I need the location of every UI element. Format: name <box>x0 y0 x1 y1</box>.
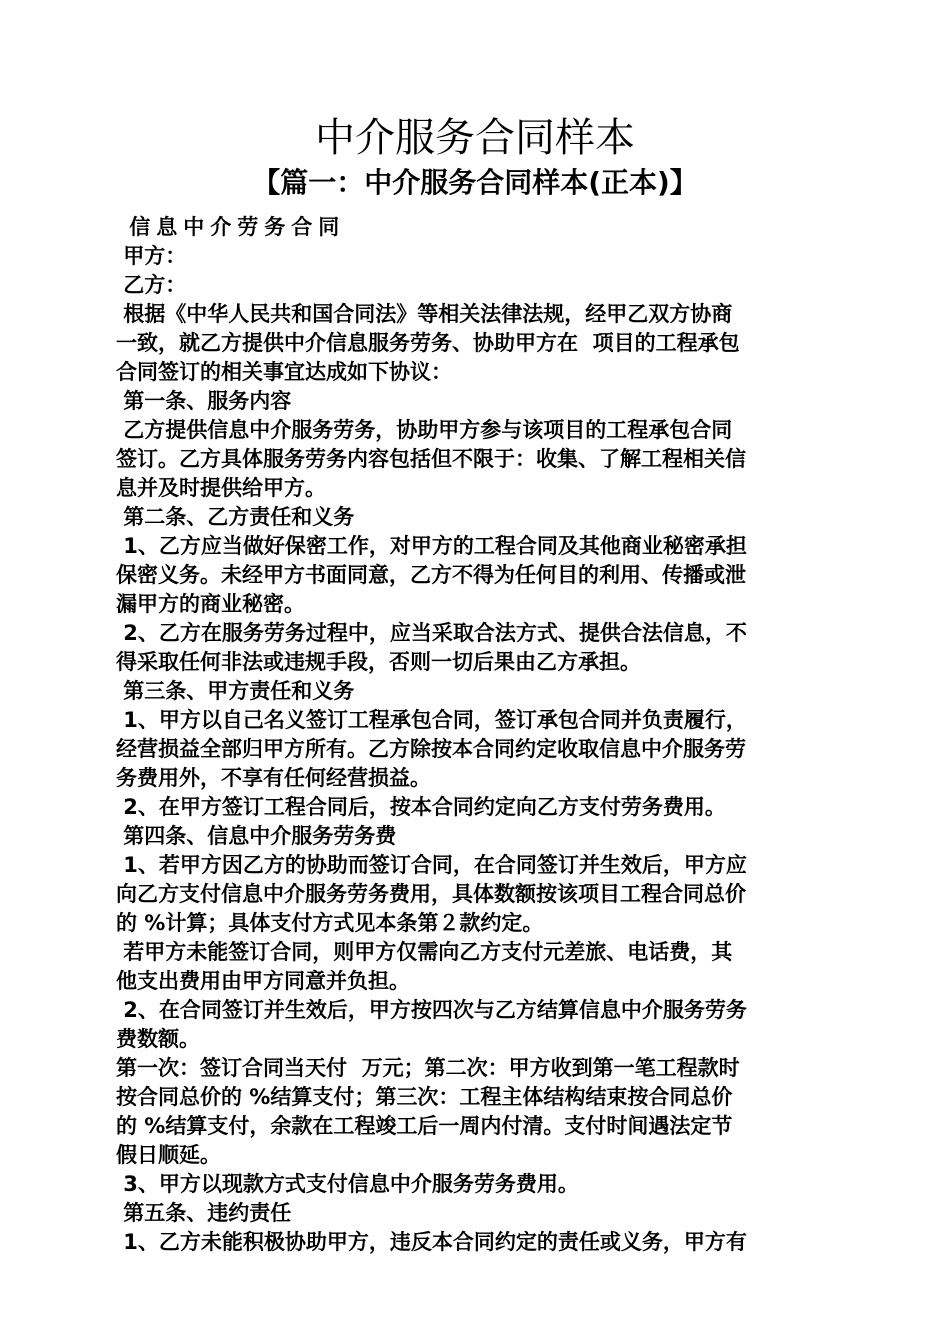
text-line: 合同签订的相关事宜达成如下协议： <box>116 360 452 384</box>
text-line: 1、乙方未能积极协助甲方，违反本合同约定的责任或义务，甲方有 <box>116 1230 747 1254</box>
article-heading: 第五条、违约责任 <box>116 1201 292 1225</box>
text-line: 保密义务。未经甲方书面同意，乙方不得为任何目的利用、传播或泄 <box>116 563 746 587</box>
text-line: 的 %计算；具体支付方式见本条第２款约定。 <box>116 911 544 935</box>
text-line: 经营损益全部归甲方所有。乙方除按本合同约定收取信息中介服务劳 <box>116 737 746 761</box>
text-line: 息并及时提供给甲方。 <box>116 476 326 500</box>
contract-heading: 信息中介劳务合同 <box>116 215 346 239</box>
text-line: 2、在合同签订并生效后，甲方按四次与乙方结算信息中介服务劳务 <box>116 998 747 1022</box>
document-title: 中介服务合同样本 <box>315 115 635 161</box>
text-line: 1、乙方应当做好保密工作，对甲方的工程合同及其他商业秘密承担 <box>116 534 747 558</box>
text-line: 1、若甲方因乙方的协助而签订合同，在合同签订并生效后，甲方应 <box>116 853 747 877</box>
text-line: 漏甲方的商业秘密。 <box>116 592 305 616</box>
text-line: 费数额。 <box>116 1027 200 1051</box>
text-line: 按合同总价的 %结算支付；第三次：工程主体结构结束按合同总价 <box>116 1085 733 1109</box>
contract-body <box>116 213 836 1257</box>
text-line: 根据《中华人民共和国合同法》等相关法律法规，经甲乙双方协商 <box>116 302 733 326</box>
text-line: 的 %结算支付，余款在工程竣工后一周内付清。支付时间遇法定节 <box>116 1114 733 1138</box>
text-line: 得采取任何非法或违规手段，否则一切后果由乙方承担。 <box>116 650 641 674</box>
text-line: 乙方提供信息中介服务劳务，协助甲方参与该项目的工程承包合同 <box>116 418 733 442</box>
article-heading: 第一条、服务内容 <box>116 389 292 413</box>
article-heading: 第四条、信息中介服务劳务费 <box>116 824 397 848</box>
text-line: 第一次：签订合同当天付 万元；第二次：甲方收到第一笔工程款时 <box>116 1056 740 1080</box>
party-b-line: 乙方： <box>116 273 187 297</box>
text-line: 1、甲方以自己名义签订工程承包合同，签订承包合同并负责履行， <box>116 708 747 732</box>
text-line: 若甲方未能签订合同，则甲方仅需向乙方支付元差旅、电话费，其 <box>116 940 733 964</box>
document-subtitle: 【篇一：中介服务合同样本(正本)】 <box>252 166 698 199</box>
text-line: 2、在甲方签订工程合同后，按本合同约定向乙方支付劳务费用。 <box>116 795 726 819</box>
text-line: 务费用外，不享有任何经营损益。 <box>116 766 431 790</box>
text-line: 一致，就乙方提供中介信息服务劳务、协助甲方在 项目的工程承包 <box>116 331 740 355</box>
text-line: 3、甲方以现款方式支付信息中介服务劳务费用。 <box>116 1172 579 1196</box>
text-line: 假日顺延。 <box>116 1143 221 1167</box>
article-heading: 第三条、甲方责任和义务 <box>116 679 355 703</box>
text-line: 2、乙方在服务劳务过程中，应当采取合法方式、提供合法信息，不 <box>116 621 747 645</box>
text-line: 他支出费用由甲方同意并负担。 <box>116 969 410 993</box>
party-a-line: 甲方： <box>116 244 187 268</box>
article-heading: 第二条、乙方责任和义务 <box>116 505 355 529</box>
text-line: 向乙方支付信息中介服务劳务费用，具体数额按该项目工程合同总价 <box>116 882 746 906</box>
text-line: 签订。乙方具体服务劳务内容包括但不限于：收集、了解工程相关信 <box>116 447 746 471</box>
